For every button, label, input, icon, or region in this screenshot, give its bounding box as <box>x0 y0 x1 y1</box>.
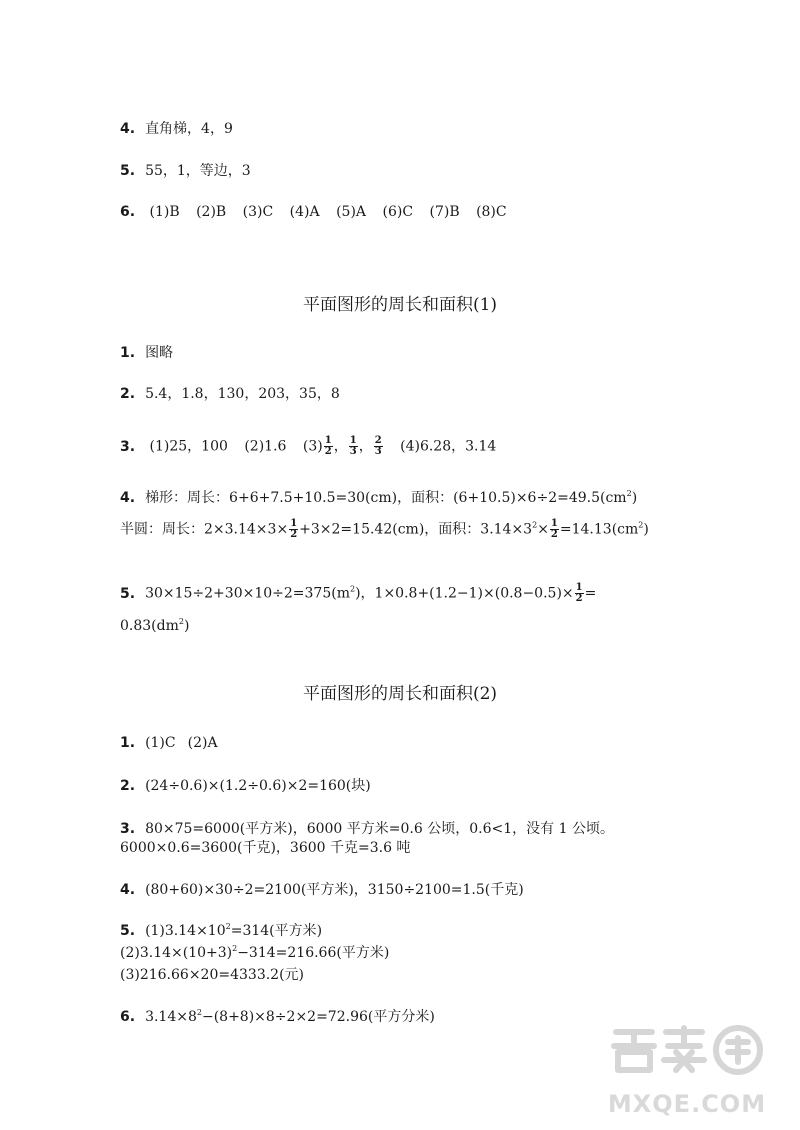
s2-answer-1: 1. (1)C (2)A <box>120 735 218 751</box>
watermark-logo-icon <box>606 1022 766 1078</box>
s1-answer-3: 3. (1)25，100 (2)1.6 (3) $\frac{1}{2}$ ， $\frac{1}{3}$ ， $\frac{2}{3}$ (4)6.28，3.14 <box>120 435 497 457</box>
section-2-title: 平面图形的周长和面积(2) <box>302 684 498 704</box>
section-1-title: 平面图形的周长和面积(1) <box>302 295 498 315</box>
s1-answer-4-line-2: 半圆：周长：2×3.14×3× $\frac{1}{2}$ +3×2=15.42(cm)，面积：$3.14\times 3^2\times$ $\frac{1}{2}$ $=14.13(cm^2)$ <box>120 518 649 540</box>
s1-answer-1: 1. 图略 <box>120 345 174 361</box>
s1-answer-5-line-2: $0.83(dm^2)$ <box>120 617 190 634</box>
s1-answer-5-line-1: 5. $30\times 15\div 2+30\times 10\div 2=375(m^2)$，1×0.8+(1.2−1)×(0.8−0.5)× $\frac{1}{2}$ = <box>120 582 597 604</box>
s2-answer-5-line-1: 5. $(1)3.14\times 10^2=314$(平方米) <box>120 922 323 939</box>
fraction: $\frac{2}{3}$ <box>374 435 382 457</box>
fraction: $\frac{1}{2}$ <box>575 582 583 604</box>
fraction: $\frac{1}{2}$ <box>550 518 558 540</box>
s1-answer-4-line-1: 4. 梯形：周长：6+6+7.5+10.5=30(cm)，面积：$(6+10.5)\times 6\div 2=49.5(cm^2)$ <box>120 489 638 506</box>
watermark-url: MXQE.COM <box>607 1090 767 1118</box>
answer-6: 6. (1)B (2)B (3)C (4)A (5)A (6)C (7)B (8)C <box>120 204 507 220</box>
fraction: $\frac{1}{3}$ <box>349 435 357 457</box>
s2-answer-3-line-1: 3. 80×75=6000(平方米)，6000 平方米=0.6 公顷，0.6<1，没有 1 公顷。 <box>120 821 614 837</box>
s2-answer-4: 4. (80+60)×30÷2=2100(平方米)，3150÷2100=1.5(千克) <box>120 882 524 898</box>
s2-answer-5-line-3: (3)216.66×20=4333.2(元) <box>120 967 305 983</box>
s2-answer-6: 6. $3.14\times 8^2-(8+8)\times 8\div 2\times 2=72.96$(平方分米) <box>120 1008 435 1025</box>
watermark <box>602 1022 772 1118</box>
answer-4: 4. 直角梯，4，9 <box>120 121 233 137</box>
s2-answer-3-line-2: 6000×0.6=3600(千克)，3600 千克=3.6 吨 <box>120 840 411 856</box>
s2-answer-2: 2. (24÷0.6)×(1.2÷0.6)×2=160(块) <box>120 778 371 794</box>
fraction: $\frac{1}{2}$ <box>290 518 298 540</box>
s1-answer-2: 2. 5.4，1.8，130，203，35，8 <box>120 386 340 402</box>
fraction: $\frac{1}{2}$ <box>324 435 332 457</box>
s2-answer-5-line-2: $(2)3.14\times(10+3)^2-314=216.66$(平方米) <box>120 944 390 961</box>
answer-5: 5. 55，1，等边，3 <box>120 163 251 179</box>
